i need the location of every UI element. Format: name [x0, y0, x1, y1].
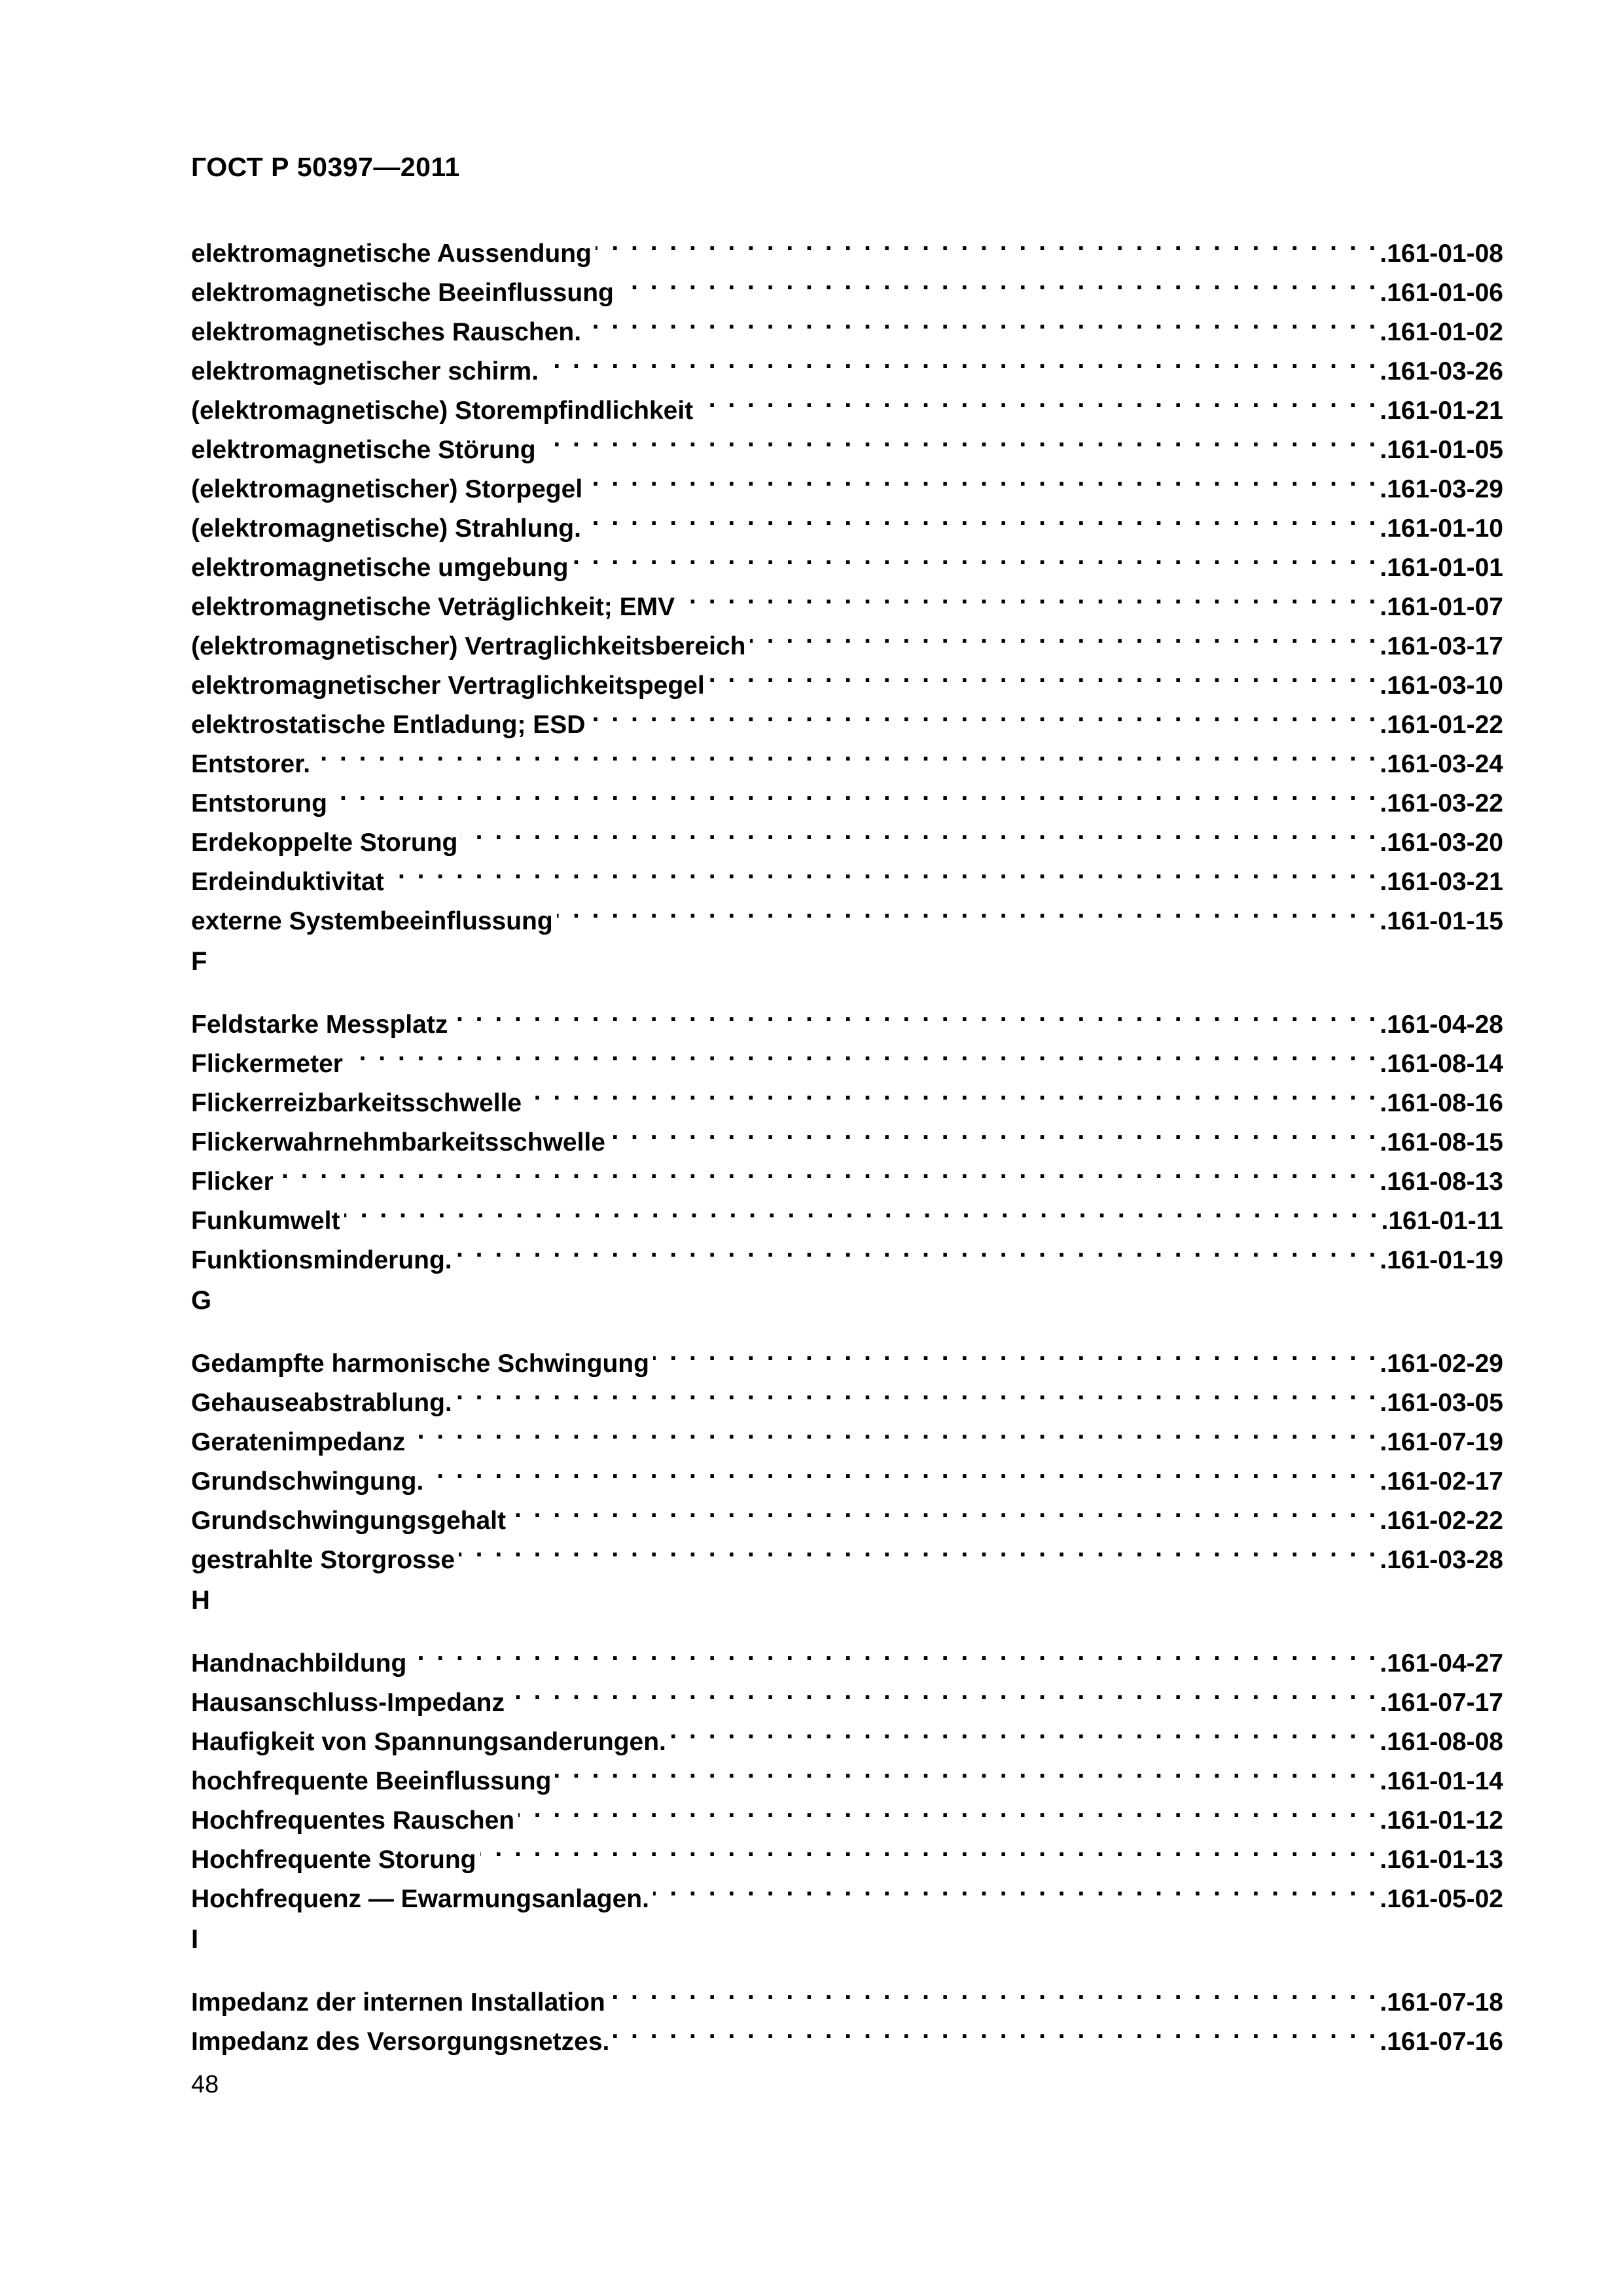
alphabetical-index — [191, 223, 1503, 2056]
entry-code: .161-08-16 — [1380, 1089, 1503, 1117]
dot-leader — [555, 1750, 1378, 1789]
dot-leader — [679, 576, 1378, 615]
entry-term: Hochfrequentes Rauschen — [191, 1806, 515, 1835]
index-entry — [191, 1333, 1503, 1378]
entry-term: Erdeinduktivitat — [191, 868, 384, 896]
entry-code: .161-01-06 — [1380, 279, 1503, 307]
entry-code: .161-04-28 — [1380, 1011, 1503, 1039]
dot-leader — [480, 1829, 1379, 1868]
entry-term: Funkumwelt — [191, 1207, 340, 1235]
entry-term: gestrahlte Storgrosse — [191, 1546, 455, 1574]
entry-term: Hausanschluss-Impedanz — [191, 1689, 505, 1717]
dot-leader — [613, 2011, 1378, 2050]
index-section-h — [191, 1584, 1503, 1913]
section-letter: I — [191, 1925, 199, 1954]
entry-code: .161-01-05 — [1380, 436, 1503, 464]
entry-term: elektromagnetische Beeinflussung — [191, 279, 614, 307]
index-section-e — [191, 223, 1503, 935]
entry-code: .161-01-14 — [1380, 1767, 1503, 1795]
entry-code: .161-03-28 — [1380, 1546, 1503, 1574]
entry-code: .161-01-15 — [1380, 907, 1503, 935]
entry-code: .161-03-24 — [1380, 750, 1503, 778]
entry-code: .161-01-01 — [1380, 554, 1503, 582]
dot-leader — [750, 615, 1379, 655]
dot-leader — [518, 1789, 1378, 1829]
dot-leader — [410, 1632, 1378, 1672]
dot-leader — [572, 537, 1378, 576]
entry-code: .161-03-21 — [1380, 868, 1503, 896]
entry-term: elektromagnetische Aussendung — [191, 240, 592, 268]
index-entry — [191, 812, 1503, 857]
index-section-i — [191, 1923, 1503, 2056]
entry-code: .161-01-22 — [1380, 711, 1503, 739]
dot-leader — [586, 458, 1378, 497]
dot-leader — [543, 340, 1378, 380]
entry-term: elektrostatische Entladung; ESD — [191, 711, 586, 739]
entry-term: Hochfrequente Storung — [191, 1846, 476, 1874]
index-entry — [191, 1190, 1503, 1235]
entry-code: .161-01-02 — [1380, 318, 1503, 346]
dot-leader — [609, 1971, 1379, 2011]
dot-leader — [540, 419, 1379, 458]
entry-term: Impedanz der internen Installation — [191, 1988, 605, 2017]
entry-term: Haufigkeit von Spannungsanderungen. — [191, 1728, 666, 1756]
entry-term: Erdekoppelte Storung — [191, 829, 458, 857]
entry-code: .161-03-10 — [1380, 672, 1503, 700]
standard-designation: ГОСТ Р 50397—2011 — [191, 152, 460, 182]
index-entry — [191, 1151, 1503, 1196]
dot-leader — [670, 1711, 1378, 1750]
entry-code: .161-01-07 — [1380, 593, 1503, 621]
dot-leader — [388, 851, 1379, 890]
entry-term: Hochfrequenz — Ewarmungsanlagen. — [191, 1885, 649, 1913]
index-entry — [191, 890, 1503, 935]
entry-code: .161-07-17 — [1380, 1689, 1503, 1717]
index-section-g — [191, 1284, 1503, 1574]
document-page — [191, 0, 1503, 2296]
entry-term: Handnachbildung — [191, 1649, 407, 1677]
entry-term: elektromagnetische Störung — [191, 436, 536, 464]
dot-leader — [709, 655, 1379, 694]
entry-term: Grundschwingung. — [191, 1467, 424, 1496]
entry-term: Funktionsminderung. — [191, 1246, 452, 1274]
entry-code: .161-01-19 — [1380, 1246, 1503, 1274]
page-number: 48 — [191, 2071, 219, 2098]
index-entry — [191, 851, 1503, 896]
section-letter: F — [191, 947, 207, 976]
entry-code: .161-01-12 — [1380, 1806, 1503, 1835]
entry-term: elektromagnetische Veträglichkeit; EMV — [191, 593, 675, 621]
section-letter: H — [191, 1586, 210, 1615]
index-entry — [191, 1072, 1503, 1117]
entry-term: Impedanz des Versorgungsnetzes. — [191, 2028, 610, 2056]
dot-leader — [609, 1111, 1378, 1151]
entry-term: Entstorung — [191, 789, 327, 817]
index-entry — [191, 1033, 1503, 1078]
index-entry — [191, 994, 1503, 1039]
index-entry — [191, 772, 1503, 817]
entry-code: .161-08-15 — [1380, 1128, 1503, 1157]
dot-leader — [277, 1151, 1379, 1190]
entry-term: Geratenimpedanz — [191, 1428, 406, 1456]
dot-leader — [461, 812, 1378, 851]
entry-term: Flicker — [191, 1168, 274, 1196]
dot-leader — [596, 223, 1378, 262]
entry-code: .161-02-29 — [1380, 1350, 1503, 1378]
entry-term: hochfrequente Beeinflussung — [191, 1767, 552, 1795]
dot-leader — [331, 772, 1378, 812]
index-entry — [191, 223, 1503, 268]
entry-code: .161-03-20 — [1380, 829, 1503, 857]
entry-code: .161-01-21 — [1380, 397, 1503, 425]
entry-code: .161-03-22 — [1380, 789, 1503, 817]
entry-term: Grundschwingungsgehalt — [191, 1507, 507, 1535]
dot-leader — [585, 497, 1378, 537]
dot-leader — [456, 1372, 1379, 1411]
dot-leader — [344, 1190, 1380, 1229]
entry-term: Feldstarke Messplatz — [191, 1011, 448, 1039]
dot-leader — [456, 1229, 1379, 1268]
entry-term: Flickerwahrnehmbarkeitsschwelle — [191, 1128, 605, 1157]
index-entry — [191, 1632, 1503, 1677]
dot-leader — [347, 1033, 1378, 1072]
entry-code: .161-03-17 — [1380, 632, 1503, 660]
entry-term: Gedampfte harmonische Schwingung — [191, 1350, 649, 1378]
entry-code: .161-02-22 — [1380, 1507, 1503, 1535]
dot-leader — [427, 1450, 1378, 1490]
entry-term: Gehauseabstrablung. — [191, 1389, 452, 1417]
index-section-f — [191, 945, 1503, 1274]
entry-code: .161-08-08 — [1380, 1728, 1503, 1756]
entry-term: Entstorer. — [191, 750, 311, 778]
dot-leader — [314, 733, 1378, 772]
entry-code: .161-01-11 — [1381, 1207, 1503, 1235]
entry-code: .161-01-10 — [1380, 514, 1503, 543]
entry-code: .161-07-19 — [1380, 1428, 1503, 1456]
entry-term: elektromagnetische umgebung — [191, 554, 569, 582]
entry-term: (elektromagnetischer) Storpegel — [191, 475, 583, 503]
entry-term: (elektromagnetische) Strahlung. — [191, 514, 581, 543]
dot-leader — [589, 694, 1378, 733]
index-entry — [191, 1229, 1503, 1274]
dot-leader — [510, 1490, 1378, 1529]
entry-code: .161-08-14 — [1380, 1050, 1503, 1078]
entry-code: .161-03-26 — [1380, 357, 1503, 386]
entry-term: Flickerreizbarkeitsschwelle — [191, 1089, 522, 1117]
entry-term: (elektromagnetischer) Vertraglichkeitsbereich — [191, 632, 746, 660]
entry-code: .161-05-02 — [1380, 1885, 1503, 1913]
entry-term: elektromagnetisches Rauschen. — [191, 318, 582, 346]
dot-leader — [526, 1072, 1378, 1111]
dot-leader — [618, 262, 1379, 301]
entry-code: .161-04-27 — [1380, 1649, 1503, 1677]
entry-term: Flickermeter — [191, 1050, 343, 1078]
entry-code: .161-03-29 — [1380, 475, 1503, 503]
entry-code: .161-02-17 — [1380, 1467, 1503, 1496]
entry-code: .161-01-08 — [1380, 240, 1503, 268]
entry-code: .161-01-13 — [1380, 1846, 1503, 1874]
dot-leader — [653, 1333, 1378, 1372]
index-entry — [191, 1971, 1503, 2017]
entry-code: .161-07-18 — [1380, 1988, 1503, 2017]
dot-leader — [557, 890, 1379, 929]
dot-leader — [697, 380, 1378, 419]
dot-leader — [585, 301, 1378, 340]
entry-term: elektromagnetischer Vertraglichkeitspegel — [191, 672, 705, 700]
entry-term: externe Systembeeinflussung — [191, 907, 553, 935]
section-letter: G — [191, 1286, 212, 1315]
entry-code: .161-03-05 — [1380, 1389, 1503, 1417]
dot-leader — [409, 1411, 1378, 1450]
entry-term: elektromagnetischer schirm. — [191, 357, 539, 386]
entry-code: .161-08-13 — [1380, 1168, 1503, 1196]
entry-term: (elektromagnetische) Storempfindlichkeit — [191, 397, 694, 425]
dot-leader — [653, 1868, 1378, 1907]
dot-leader — [452, 994, 1378, 1033]
dot-leader — [459, 1529, 1378, 1568]
index-entry — [191, 733, 1503, 778]
entry-code: .161-07-16 — [1380, 2028, 1503, 2056]
dot-leader — [508, 1672, 1378, 1711]
